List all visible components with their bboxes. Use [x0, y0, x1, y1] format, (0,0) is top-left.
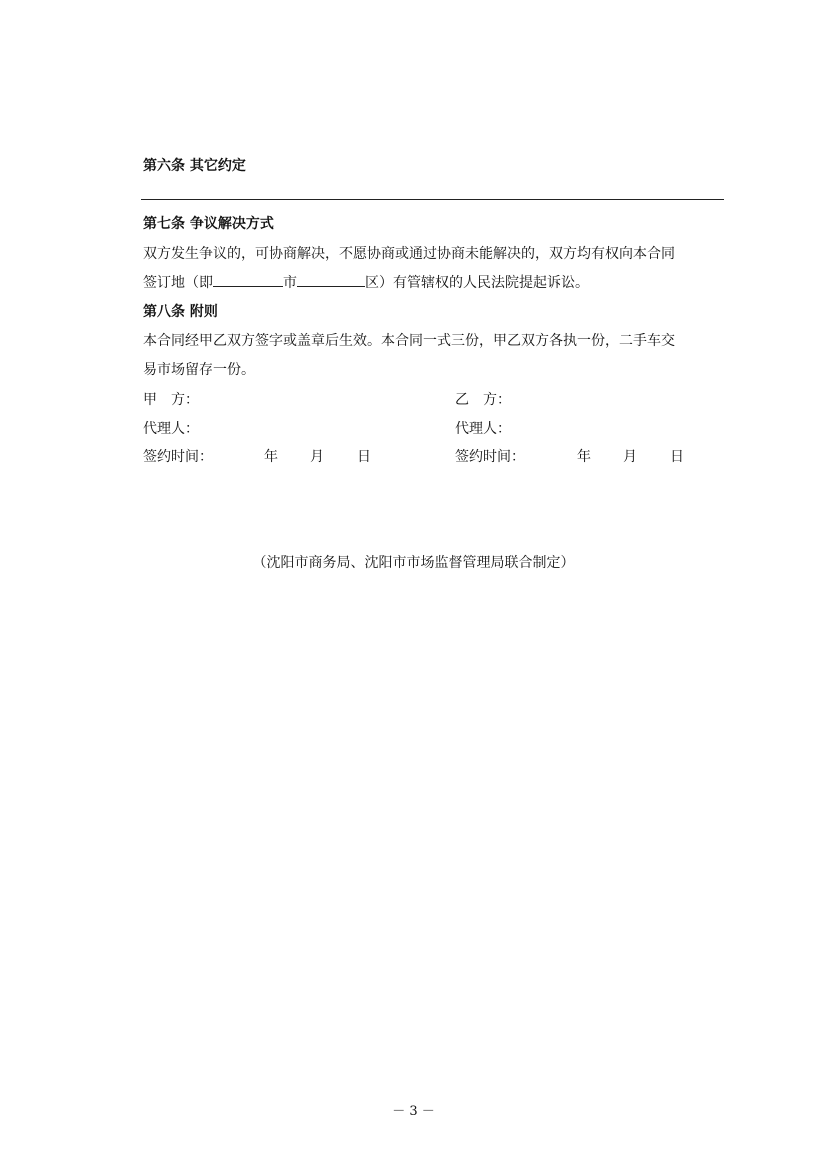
court-location-suffix: 区）有管辖权的人民法院提起诉讼。: [365, 275, 589, 291]
day-label-b: 日: [670, 449, 684, 465]
agent-b-label: 代理人：: [455, 421, 511, 437]
year-label-a: 年: [264, 449, 278, 465]
agent-a-label: 代理人：: [143, 421, 199, 437]
party-b-label: 乙 方：: [455, 392, 511, 408]
signing-date-label-b: 签约时间：: [455, 449, 525, 465]
month-label-b: 月: [623, 449, 637, 465]
city-blank: [213, 272, 283, 287]
court-location-prefix: 签订地（即: [143, 275, 213, 291]
article-8-heading: 第八条 附则: [143, 304, 218, 320]
district-blank: [297, 272, 365, 287]
article-8-paragraph-line-2: 易市场留存一份。: [143, 362, 255, 378]
article-7-heading: 第七条 争议解决方式: [143, 216, 274, 232]
fill-in-line: [141, 199, 724, 200]
year-label-b: 年: [577, 449, 591, 465]
article-7-paragraph-line-1: 双方发生争议的，可协商解决，不愿协商或通过协商未能解决的，双方均有权向本合同: [143, 246, 675, 262]
day-label-a: 日: [357, 449, 371, 465]
issuing-authority-note: （沈阳市商务局、沈阳市市场监督管理局联合制定）: [252, 555, 575, 571]
article-6-heading: 第六条 其它约定: [143, 158, 246, 174]
city-label: 市: [283, 275, 297, 291]
article-8-paragraph-line-1: 本合同经甲乙双方签字或盖章后生效。本合同一式三份，甲乙双方各执一份，二手车交: [143, 333, 675, 349]
month-label-a: 月: [310, 449, 324, 465]
page-number: － 3 －: [392, 1104, 435, 1119]
party-a-label: 甲 方：: [143, 392, 199, 408]
article-7-paragraph-line-2: [143, 272, 589, 292]
signing-date-label-a: 签约时间：: [143, 449, 213, 465]
